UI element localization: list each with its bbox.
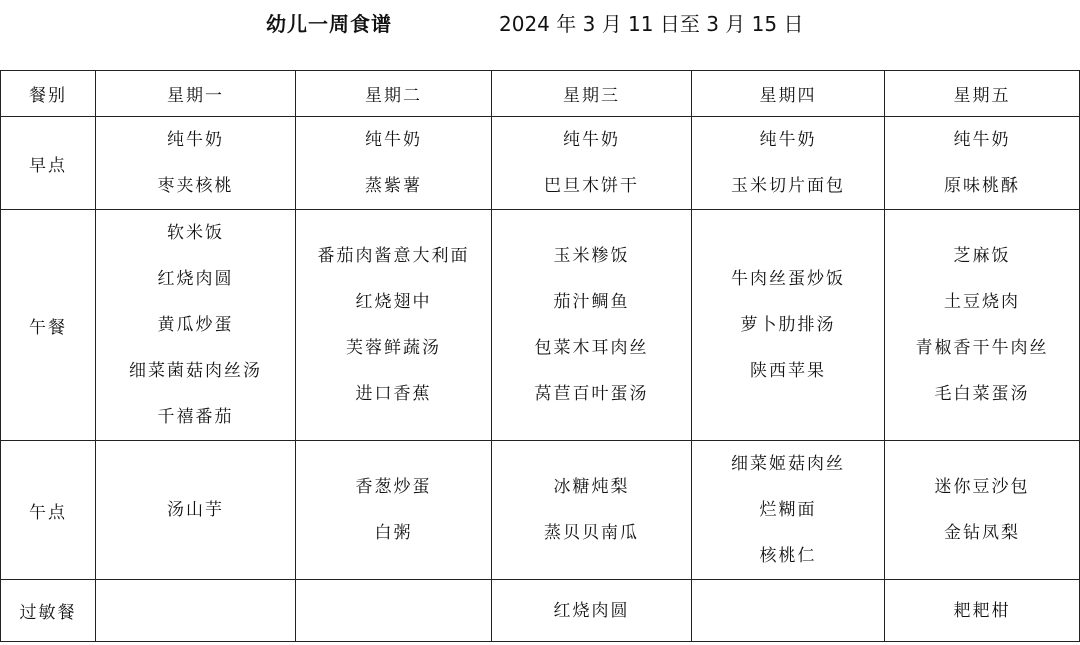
date-range: 2024 年 3 月 11 日至 3 月 15 日 xyxy=(499,12,804,36)
dish-item: 细菜菌菇肉丝汤 xyxy=(129,361,262,381)
menu-cell-friday xyxy=(885,117,1080,210)
dish-item: 青椒香干牛肉丝 xyxy=(915,338,1049,358)
dish-list xyxy=(296,233,491,417)
dish-item: 巴旦木饼干 xyxy=(544,176,639,196)
dish-item: 进口香蕉 xyxy=(355,384,432,404)
dish-item: 红烧肉圆 xyxy=(553,600,630,621)
dish-item: 迷你豆沙包 xyxy=(934,477,1030,497)
dish-list xyxy=(296,117,491,209)
menu-cell-wednesday xyxy=(492,580,692,642)
menu-cell-thursday xyxy=(692,441,885,580)
dish-item: 千禧番茄 xyxy=(157,407,234,427)
dish-list xyxy=(885,233,1079,417)
dish-item: 牛肉丝蛋炒饭 xyxy=(731,269,845,289)
dish-item: 莴苣百叶蛋汤 xyxy=(534,384,649,404)
page-title: 幼儿一周食谱 xyxy=(266,12,392,36)
dish-item: 金钻凤梨 xyxy=(944,523,1020,543)
day-header-friday: 星期五 xyxy=(885,71,1080,117)
dish-item: 蒸贝贝南瓜 xyxy=(544,523,639,543)
menu-cell-wednesday xyxy=(492,210,692,441)
table-header-row xyxy=(1,71,1080,117)
page-header xyxy=(0,10,1080,40)
menu-cell-friday xyxy=(885,210,1080,441)
dish-item: 茄汁鲷鱼 xyxy=(553,292,630,312)
dish-list xyxy=(492,464,691,556)
dish-item: 陕西苹果 xyxy=(750,361,826,381)
menu-cell-thursday xyxy=(692,580,885,642)
dish-list xyxy=(296,464,491,556)
day-header-thursday: 星期四 xyxy=(692,71,885,117)
dish-list xyxy=(492,117,691,209)
menu-cell-tuesday xyxy=(296,441,492,580)
dish-item: 红烧肉圆 xyxy=(157,269,234,289)
dish-item: 芝麻饭 xyxy=(953,246,1011,266)
menu-cell-wednesday xyxy=(492,441,692,580)
dish-item: 黄瓜炒蛋 xyxy=(157,315,234,335)
dish-list xyxy=(96,487,295,533)
dish-item: 白粥 xyxy=(374,523,413,543)
dish-item: 纯牛奶 xyxy=(365,130,422,150)
menu-cell-thursday xyxy=(692,117,885,210)
menu-cell-tuesday xyxy=(296,210,492,441)
dish-item: 纯牛奶 xyxy=(759,130,817,150)
dish-list xyxy=(492,588,691,634)
dish-item: 核桃仁 xyxy=(759,546,817,566)
dish-item: 烂糊面 xyxy=(759,500,817,520)
dish-item: 红烧翅中 xyxy=(355,292,432,312)
dish-item: 香葱炒蛋 xyxy=(355,477,432,497)
dish-list xyxy=(492,233,691,417)
dish-item: 玉米切片面包 xyxy=(731,176,845,196)
meal-type-header: 餐别 xyxy=(1,71,96,117)
dish-item: 蒸紫薯 xyxy=(365,176,422,196)
dish-item: 包菜木耳肉丝 xyxy=(534,338,649,358)
dish-list xyxy=(885,464,1079,556)
dish-item: 原味桃酥 xyxy=(944,176,1020,196)
dish-item: 萝卜肋排汤 xyxy=(740,315,836,335)
lunch-row xyxy=(1,210,1080,441)
dish-item: 细菜姬菇肉丝 xyxy=(731,454,845,474)
day-header-monday: 星期一 xyxy=(96,71,296,117)
dish-list xyxy=(885,117,1079,209)
dish-item: 玉米糁饭 xyxy=(553,246,630,266)
dish-item: 耙耙柑 xyxy=(953,600,1011,621)
meal-type-label: 午餐 xyxy=(1,210,96,441)
menu-cell-tuesday xyxy=(296,580,492,642)
meal-type-label: 午点 xyxy=(1,441,96,580)
dish-item: 冰糖炖梨 xyxy=(553,477,630,497)
dish-list xyxy=(885,588,1079,634)
menu-cell-tuesday xyxy=(296,117,492,210)
allergy-meal-row xyxy=(1,580,1080,642)
dish-item: 枣夹核桃 xyxy=(157,176,234,196)
menu-cell-friday xyxy=(885,441,1080,580)
meal-type-label: 早点 xyxy=(1,117,96,210)
dish-item: 芙蓉鲜蔬汤 xyxy=(346,338,441,358)
dish-list xyxy=(692,256,884,394)
menu-cell-monday xyxy=(96,117,296,210)
breakfast-row xyxy=(1,117,1080,210)
dish-list xyxy=(96,117,295,209)
menu-cell-monday xyxy=(96,441,296,580)
dish-item: 汤山芋 xyxy=(167,500,224,520)
dish-item: 毛白菜蛋汤 xyxy=(934,384,1030,404)
dish-item: 番茄肉酱意大利面 xyxy=(317,246,470,266)
dish-item: 纯牛奶 xyxy=(563,130,620,150)
menu-cell-monday xyxy=(96,210,296,441)
dish-item: 纯牛奶 xyxy=(953,130,1011,150)
menu-cell-monday xyxy=(96,580,296,642)
menu-cell-friday xyxy=(885,580,1080,642)
dish-list xyxy=(96,210,295,440)
menu-cell-wednesday xyxy=(492,117,692,210)
dish-item: 纯牛奶 xyxy=(167,130,224,150)
dish-list xyxy=(692,117,884,209)
day-header-wednesday: 星期三 xyxy=(492,71,692,117)
menu-cell-thursday xyxy=(692,210,885,441)
dish-list xyxy=(692,441,884,579)
dish-item: 软米饭 xyxy=(167,223,224,243)
weekly-menu-table xyxy=(0,70,1080,642)
afternoon-snack-row xyxy=(1,441,1080,580)
dish-item: 土豆烧肉 xyxy=(944,292,1020,312)
day-header-tuesday: 星期二 xyxy=(296,71,492,117)
meal-type-label: 过敏餐 xyxy=(1,580,96,642)
